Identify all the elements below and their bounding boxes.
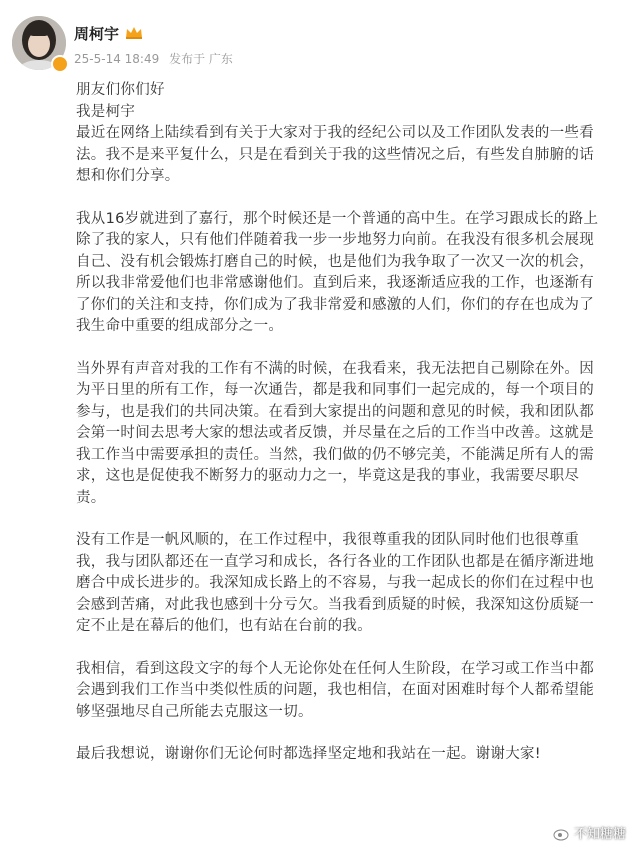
watermark-text: 不知糖糖 [573,827,626,842]
user-name[interactable]: 周柯宇 [74,24,120,43]
text-line: 法。我不是来平复什么，只是在看到关于我的这些情况之后，有些发自肺腑的话 [76,146,594,163]
text-line: 除了我的家人，只有他们伴随着我一步一步地努力向前。在我没有很多机会展现 [76,232,594,248]
text-line: 够坚强地尽自己所能去克服这一切。 [76,703,313,720]
text-line: 没有工作是一帆风顺的，在工作过程中，我很尊重我的团队同时他们也很尊重 [76,532,580,548]
text-line: 我从16岁就进到了嘉行，那个时候还是一个普通的高中生。在学习跟成长的路上 [76,210,599,227]
text-line: 朋友们你们好 [76,82,165,98]
text-line: 我，我与团队都还在一直学习和成长，各行各业的工作团队也都是在循序渐进地 [76,553,594,570]
text-line: 我是柯宇 [76,103,136,120]
text-line: 最后我想说，谢谢你们无论何时都选择坚定地和我站在一起。谢谢大家! [76,746,541,762]
text-line: 定不止是在幕后的他们，也有站在台前的我。 [76,618,372,634]
text-line: 我生命中重要的组成部分之一。 [76,318,284,334]
watermark [553,823,626,842]
post-source: 发布于 广东 [169,52,233,66]
text-line: 我相信，看到这段文字的每个人无论你处在任何人生阶段，在学习或工作当中都 [76,660,594,677]
paragraph-history [76,209,616,338]
post-meta [74,50,233,67]
text-line: 参与，也是我们的共同决策。在看到大家提出的问题和意见的时候，我和团队都 [76,403,594,420]
text-line: 会感到苦痛，对此我也感到十分亏欠。当我看到质疑的时候，我深知这份质疑一 [76,596,594,613]
text-line: 自己、没有机会锻炼打磨自己的时候，也是他们为我争取了一次又一次的机会， [76,253,594,270]
post-body [76,80,616,766]
text-line: 磨合中成长进步的。我深知成长路上的不容易，与我一起成长的你们在过程中也 [76,575,594,591]
text-line: 最近在网络上陆续看到有关于大家对于我的经纪公司以及工作团队发表的一些看 [76,125,594,141]
paragraph-thanks [76,744,616,766]
text-line: 所以我非常爱他们也非常感谢他们。直到后来，我逐渐适应我的工作，也逐渐有 [76,275,594,291]
text-line: 求，这也是促使我不断努力的驱动力之一，毕竟这是我的事业，我需要尽职尽 [76,468,580,484]
text-line: 为平日里的所有工作，每一次通告，都是我和同事们一起完成的，每一个项目的 [76,382,594,398]
verified-badge-icon [51,55,69,73]
paragraph-responsibility [76,359,616,510]
text-line: 当外界有声音对我的工作有不满的时候，在我看来，我无法把自己剔除在外。因 [76,360,594,377]
text-line: 会第一时间去思考大家的想法或者反馈，并尽量在之后的工作当中改善。这就是 [76,425,594,441]
text-line: 我工作当中需要承担的责任。当然，我们做的仍不够完美，不能满足所有人的需 [76,446,594,463]
paragraph-growth [76,530,616,638]
weibo-logo-icon [553,824,571,842]
post-header [12,12,612,76]
paragraph-belief [76,659,616,724]
paragraph-greeting [76,80,616,188]
vip-crown-icon [124,26,144,40]
text-line: 了你们的关注和支持，你们成为了我非常爱和感激的人们，你们的存在也成为了 [76,296,594,313]
text-line: 想和你们分享。 [76,168,180,184]
text-line: 责。 [76,489,106,506]
text-line: 会遇到我们工作当中类似性质的问题，我也相信，在面对困难时每个人都希望能 [76,682,594,698]
post-timestamp: 25-5-14 18:49 [74,52,160,66]
